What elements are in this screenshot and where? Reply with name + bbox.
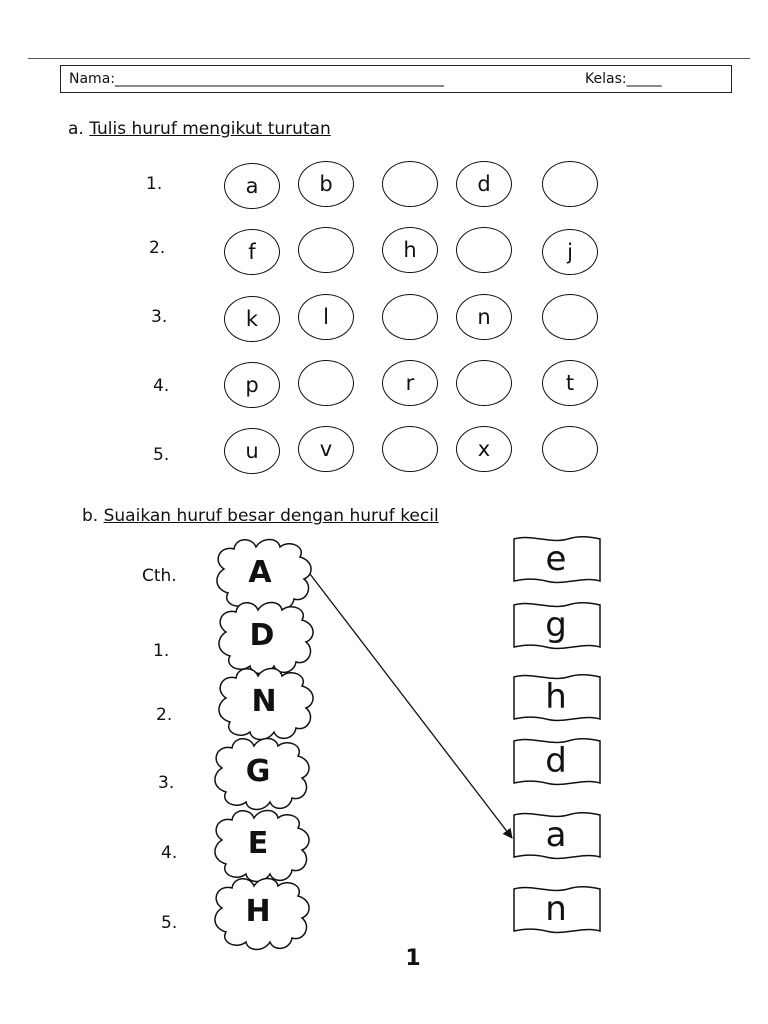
row-number: 1. [153,641,170,661]
letter-circle: v [298,426,354,472]
page-number: 1 [405,946,421,971]
section-a-marker: a. [68,119,84,139]
letter-circle: a [224,163,280,209]
row-number: 2. [149,238,166,258]
letter-circle: f [224,229,280,275]
uppercase-letter: D [249,618,275,653]
letter-circle: n [456,294,512,340]
row-number: 3. [158,773,175,793]
row-number: 4. [161,843,178,863]
lowercase-letter: g [545,605,567,645]
letter-circle: t [542,360,598,406]
row-number: 1. [146,174,163,194]
uppercase-letter: H [245,894,271,929]
letter-circle: p [224,362,280,408]
row-number: 3. [151,307,168,327]
row-number: 5. [153,445,170,465]
lowercase-letter: e [545,539,567,579]
example-label: Cth. [142,566,177,586]
letter-circle: r [382,360,438,406]
lowercase-letter: h [545,677,567,717]
class-field-label: Kelas:_____ [585,71,662,87]
section-b-title: Suaikan huruf besar dengan huruf kecil [103,506,439,526]
row-number: 4. [153,376,170,396]
letter-circle: k [224,296,280,342]
lowercase-letter: a [545,815,567,855]
letter-circle: d [456,161,512,207]
lowercase-letter: n [545,889,567,929]
name-field-label: Nama:_______________________________________________ [69,71,444,87]
section-b-marker: b. [82,506,99,526]
uppercase-letter: A [248,555,272,590]
uppercase-letter: N [251,684,277,719]
letter-circle: u [224,428,280,474]
lowercase-letter: d [545,741,567,781]
letter-circle: j [542,229,598,275]
uppercase-letter: E [247,826,269,861]
letter-circle: h [382,227,438,273]
example-match-arrow [310,574,512,838]
section-a-title: Tulis huruf mengikut turutan [89,119,331,139]
row-number: 5. [161,913,178,933]
row-number: 2. [156,705,173,725]
letter-circle: x [456,426,512,472]
uppercase-letter: G [245,754,271,789]
letter-circle: l [298,294,354,340]
letter-circle: b [298,161,354,207]
